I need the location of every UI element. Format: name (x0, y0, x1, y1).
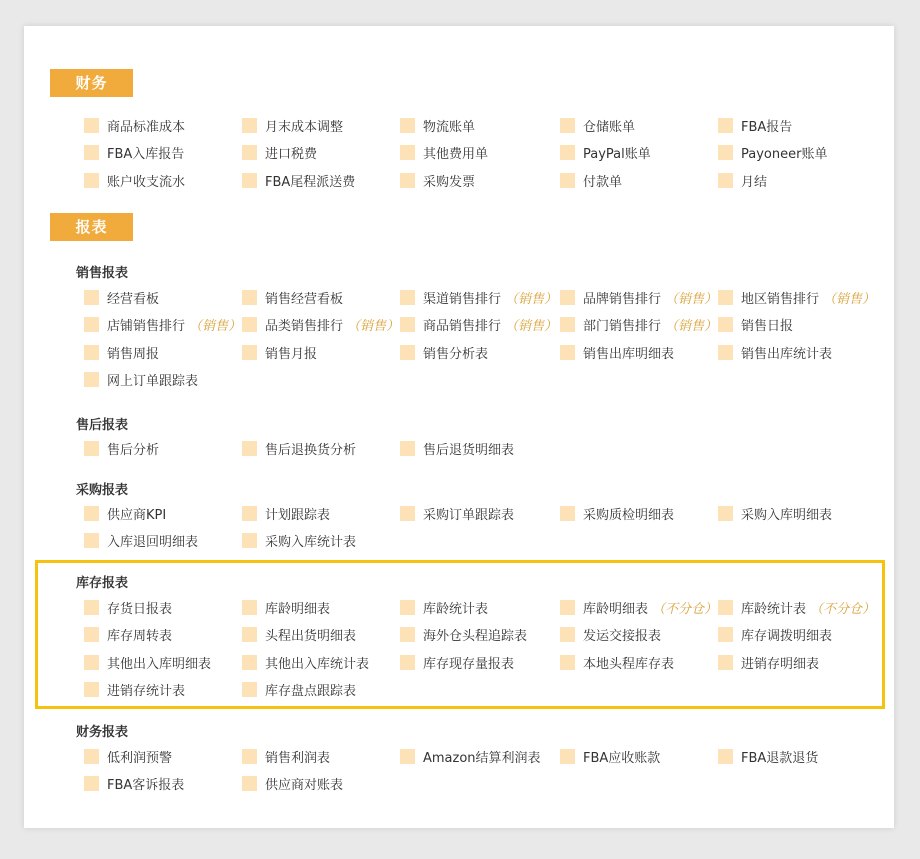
checkbox-icon[interactable] (718, 317, 733, 332)
item-label: Payoneer账单 (741, 147, 828, 162)
sales-report-item[interactable] (560, 315, 717, 335)
finance-report-item[interactable] (242, 746, 330, 766)
item-label: 其他费用单 (423, 147, 489, 162)
checkbox-icon[interactable] (84, 173, 99, 188)
checkbox-icon[interactable] (560, 145, 575, 160)
item-label: 品类销售排行 (265, 319, 344, 334)
item-label: FBA客诉报表 (107, 778, 185, 793)
group-title-aftersales: 售后报表 (76, 418, 129, 433)
item-label: 库龄明细表 (265, 601, 331, 617)
checkbox-icon[interactable] (400, 145, 415, 160)
checkbox-icon[interactable] (84, 776, 99, 791)
item-label: 销售分析表 (423, 346, 489, 362)
finance-report-item[interactable] (242, 774, 343, 794)
sales-report-item[interactable] (84, 342, 159, 362)
sales-report-item[interactable] (718, 287, 875, 307)
checkbox-icon[interactable] (84, 145, 99, 160)
item-label: PayPal账单 (583, 147, 651, 162)
checkbox-icon[interactable] (400, 345, 415, 360)
item-label: 物流账单 (423, 119, 476, 135)
checkbox-icon[interactable] (560, 345, 575, 360)
checkbox-icon[interactable] (242, 441, 257, 456)
checkbox-icon[interactable] (84, 345, 99, 360)
checkbox-icon[interactable] (242, 173, 257, 188)
item-tag: （不分仓） (810, 601, 876, 617)
checkbox-icon[interactable] (718, 173, 733, 188)
item-label: 供应商KPI (107, 507, 167, 523)
checkbox-icon[interactable] (242, 118, 257, 133)
purchase-report-item[interactable] (560, 503, 674, 523)
sales-report-item[interactable] (84, 287, 159, 307)
purchase-report-item[interactable] (84, 531, 198, 551)
checkbox-icon[interactable] (718, 145, 733, 160)
checkbox-icon[interactable] (718, 118, 733, 133)
finance-item[interactable] (400, 115, 475, 135)
checkbox-icon[interactable] (242, 345, 257, 360)
item-label: 付款单 (583, 174, 623, 190)
item-label: 其他出入库统计表 (265, 656, 370, 672)
item-label: 仓储账单 (583, 119, 636, 135)
checkbox-icon[interactable] (718, 506, 733, 521)
checkbox-icon[interactable] (400, 173, 415, 188)
sales-report-item[interactable] (400, 287, 557, 307)
checkbox-icon[interactable] (400, 441, 415, 456)
aftersales-report-item[interactable] (84, 438, 159, 458)
purchase-report-item[interactable] (400, 503, 514, 523)
item-label: 供应商对账表 (265, 778, 344, 793)
checkbox-icon[interactable] (560, 290, 575, 305)
item-label: FBA退款退货 (741, 750, 819, 766)
checkbox-icon[interactable] (560, 173, 575, 188)
finance-item[interactable] (84, 170, 185, 190)
checkbox-icon[interactable] (242, 749, 257, 764)
item-label: 商品销售排行 (423, 319, 502, 334)
item-label: 采购订单跟踪表 (423, 507, 515, 523)
item-label: 进口税费 (265, 147, 318, 162)
item-label: 销售利润表 (265, 750, 331, 766)
item-label: 入库退回明细表 (107, 535, 199, 550)
item-label: 采购入库明细表 (741, 507, 833, 523)
item-label: 库龄统计表 (423, 601, 489, 617)
sales-report-item[interactable] (400, 315, 557, 335)
checkbox-icon[interactable] (242, 145, 257, 160)
checkbox-icon[interactable] (560, 506, 575, 521)
item-label: 库龄统计表 (741, 601, 807, 617)
finance-item[interactable] (84, 143, 184, 163)
sales-report-item[interactable] (560, 287, 717, 307)
sales-report-item[interactable] (242, 315, 399, 335)
item-label: 经营看板 (107, 291, 160, 307)
purchase-report-item[interactable] (718, 503, 832, 523)
item-label: 库存周转表 (107, 629, 173, 644)
finance-item[interactable] (718, 143, 827, 163)
checkbox-icon[interactable] (400, 749, 415, 764)
group-title-finance-reports: 财务报表 (76, 725, 129, 740)
checkbox-icon[interactable] (84, 441, 99, 456)
item-label: 库龄明细表 (583, 601, 649, 617)
item-label: 销售日报 (741, 319, 794, 334)
item-label: 售后退货明细表 (423, 442, 515, 458)
item-label: 账户收支流水 (107, 174, 186, 190)
checkbox-icon[interactable] (718, 749, 733, 764)
item-label: 销售周报 (107, 346, 160, 362)
item-label: 库存现存量报表 (423, 656, 515, 672)
item-label: FBA入库报告 (107, 147, 185, 162)
finance-item[interactable] (242, 143, 317, 163)
checkbox-icon[interactable] (718, 345, 733, 360)
purchase-report-item[interactable] (242, 531, 356, 551)
checkbox-icon[interactable] (560, 749, 575, 764)
item-label: 计划跟踪表 (265, 507, 331, 523)
finance-report-item[interactable] (84, 774, 184, 794)
checkbox-icon[interactable] (84, 533, 99, 548)
finance-report-item[interactable] (560, 746, 660, 766)
checkbox-icon[interactable] (242, 290, 257, 305)
item-label: 网上订单跟踪表 (107, 374, 199, 389)
section-header-finance: 财务 (50, 69, 133, 97)
item-tag: （销售） (665, 319, 718, 334)
section-header-reports: 报表 (50, 213, 133, 241)
finance-item[interactable] (242, 170, 355, 190)
checkbox-icon[interactable] (400, 506, 415, 521)
sales-report-item[interactable] (242, 287, 343, 307)
item-label: 地区销售排行 (741, 291, 820, 307)
purchase-report-item[interactable] (84, 503, 166, 523)
finance-item[interactable] (560, 170, 622, 190)
finance-item[interactable] (400, 143, 488, 163)
item-label: 销售月报 (265, 346, 318, 362)
group-title-inventory: 库存报表 (76, 576, 129, 591)
item-label: FBA尾程派送费 (265, 174, 356, 190)
group-title-sales: 销售报表 (76, 266, 129, 281)
item-label: 存货日报表 (107, 601, 173, 617)
sales-report-item[interactable] (560, 342, 674, 362)
item-label: FBA报告 (741, 119, 793, 135)
item-tag: （销售） (189, 319, 242, 334)
item-label: 采购发票 (423, 174, 476, 190)
finance-item[interactable] (718, 115, 792, 135)
finance-item[interactable] (400, 170, 475, 190)
checkbox-icon[interactable] (84, 749, 99, 764)
checkbox-icon[interactable] (560, 317, 575, 332)
finance-item[interactable] (560, 115, 635, 135)
item-tag: （销售） (505, 319, 558, 334)
item-label: 库存调拨明细表 (741, 629, 833, 644)
item-label: Amazon结算利润表 (423, 750, 541, 766)
item-label: 渠道销售排行 (423, 291, 502, 307)
checkbox-icon[interactable] (242, 506, 257, 521)
item-tag: （销售） (665, 291, 718, 307)
checkbox-icon[interactable] (242, 533, 257, 548)
sales-report-item[interactable] (718, 315, 793, 335)
finance-item[interactable] (560, 143, 651, 163)
checkbox-icon[interactable] (400, 317, 415, 332)
item-label: 售后退换货分析 (265, 442, 357, 458)
aftersales-report-item[interactable] (400, 438, 514, 458)
item-label: 发运交接报表 (583, 629, 662, 644)
checkbox-icon[interactable] (400, 290, 415, 305)
checkbox-icon[interactable] (84, 118, 99, 133)
item-label: 其他出入库明细表 (107, 656, 212, 672)
item-tag: （销售） (505, 291, 558, 307)
finance-item[interactable] (718, 170, 767, 190)
checkbox-icon[interactable] (84, 317, 99, 332)
item-label: 本地头程库存表 (583, 656, 675, 672)
finance-item[interactable] (242, 115, 343, 135)
item-label: FBA应收账款 (583, 750, 661, 766)
item-label: 库存盘点跟踪表 (265, 684, 357, 699)
checkbox-icon[interactable] (84, 506, 99, 521)
item-label: 部门销售排行 (583, 319, 662, 334)
item-label: 销售经营看板 (265, 291, 344, 307)
item-label: 销售出库明细表 (583, 346, 675, 362)
checkbox-icon[interactable] (560, 118, 575, 133)
checkbox-icon[interactable] (400, 118, 415, 133)
checkbox-icon[interactable] (242, 317, 257, 332)
item-label: 采购入库统计表 (265, 535, 357, 550)
item-label: 售后分析 (107, 442, 160, 458)
item-tag: （销售） (823, 291, 876, 307)
checkbox-icon[interactable] (84, 290, 99, 305)
finance-item[interactable] (84, 115, 185, 135)
item-label: 销售出库统计表 (741, 346, 833, 362)
finance-report-item[interactable] (400, 746, 541, 766)
checkbox-icon[interactable] (718, 290, 733, 305)
sales-report-item[interactable] (242, 342, 317, 362)
item-tag: （销售） (347, 319, 400, 334)
item-label: 采购质检明细表 (583, 507, 675, 523)
item-label: 月结 (741, 174, 768, 190)
item-label: 月末成本调整 (265, 119, 344, 135)
item-label: 海外仓头程追踪表 (423, 629, 528, 644)
purchase-report-item[interactable] (242, 503, 330, 523)
group-title-purchase: 采购报表 (76, 483, 129, 498)
checkbox-icon[interactable] (242, 776, 257, 791)
sales-report-item[interactable] (718, 342, 832, 362)
item-label: 进销存统计表 (107, 684, 186, 699)
item-tag: （不分仓） (652, 601, 718, 617)
item-label: 品牌销售排行 (583, 291, 662, 307)
sales-report-item[interactable] (84, 315, 241, 335)
item-label: 店铺销售排行 (107, 319, 186, 334)
inventory-highlight-frame (35, 560, 885, 709)
aftersales-report-item[interactable] (242, 438, 356, 458)
sales-report-item[interactable] (84, 370, 198, 390)
finance-report-item[interactable] (718, 746, 818, 766)
item-label: 低利润预警 (107, 750, 173, 766)
checkbox-icon[interactable] (84, 372, 99, 387)
finance-report-item[interactable] (84, 746, 172, 766)
item-label: 进销存明细表 (741, 656, 820, 672)
item-label: 头程出货明细表 (265, 629, 357, 644)
sales-report-item[interactable] (400, 342, 488, 362)
item-label: 商品标准成本 (107, 119, 186, 135)
